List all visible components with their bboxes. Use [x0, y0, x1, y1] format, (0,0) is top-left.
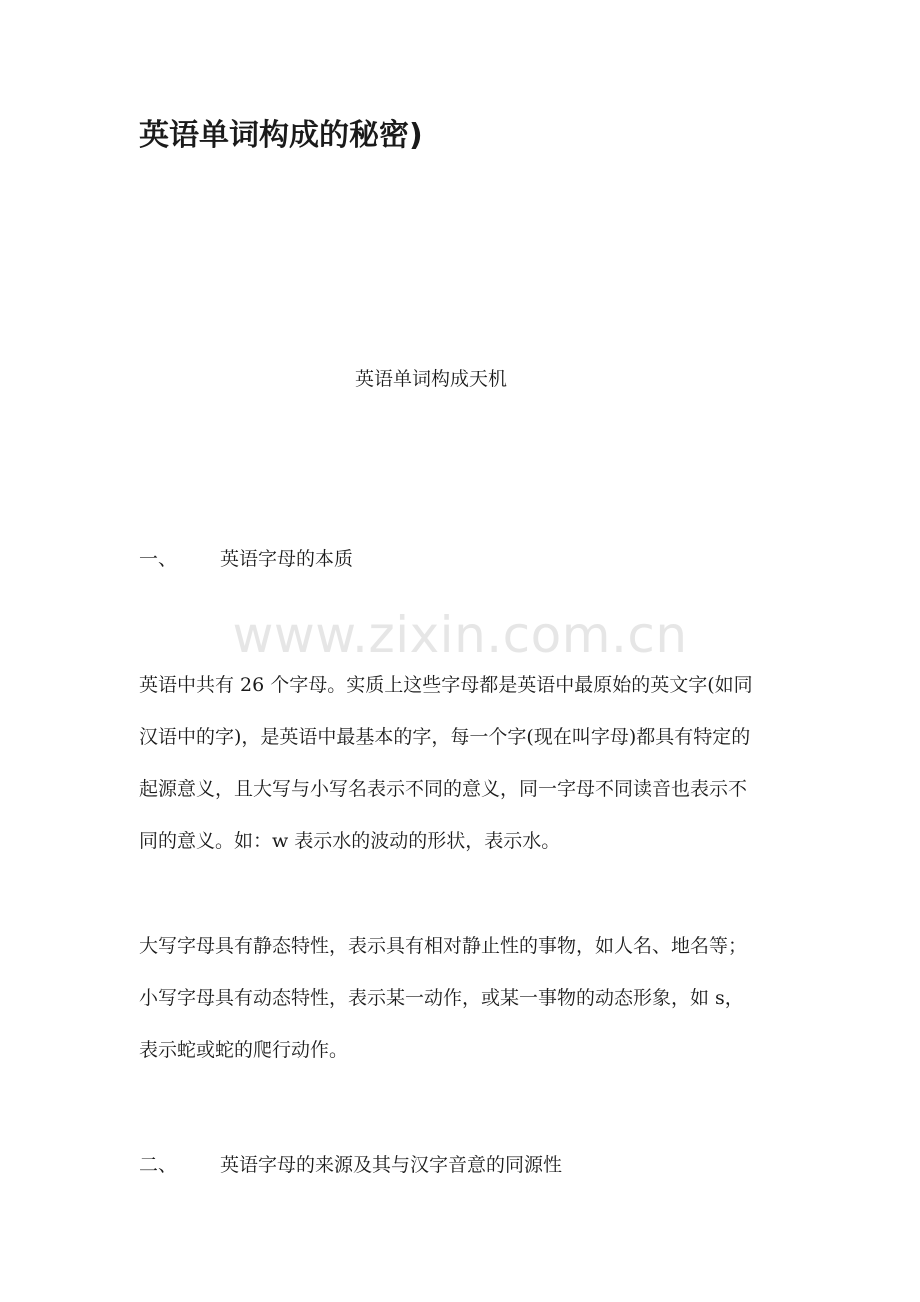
section-heading-1: [139, 544, 353, 574]
section-number-2: 二、: [139, 1154, 178, 1176]
paragraph-1: [139, 659, 799, 867]
document-title: 英语单词构成的秘密): [139, 118, 423, 153]
section-title-2: 英语字母的来源及其与汉字音意的同源性: [220, 1154, 563, 1176]
paragraph-line: 小写字母具有动态特性，表示某一动作，或某一事物的动态形象，如 s，: [139, 987, 744, 1009]
paragraph-line: 汉语中的字)，是英语中最基本的字，每一个字(现在叫字母)都具有特定的: [139, 726, 751, 748]
section-number-1: 一、: [139, 548, 178, 570]
paragraph-2: [139, 920, 799, 1076]
section-heading-2: [139, 1150, 562, 1180]
section-title-1: 英语字母的本质: [220, 548, 354, 570]
document-subtitle: 英语单词构成天机: [354, 368, 507, 390]
paragraph-line: 起源意义，且大写与小写名表示不同的意义，同一字母不同读音也表示不: [139, 778, 748, 800]
watermark: www.zixin.com.cn: [232, 606, 688, 664]
paragraph-line: 英语中共有 26 个字母。实质上这些字母都是英语中最原始的英文字(如同: [139, 674, 753, 696]
paragraph-line: 同的意义。如：w 表示水的波动的形状，表示水。: [139, 830, 561, 852]
paragraph-line: 表示蛇或蛇的爬行动作。: [139, 1039, 349, 1061]
paragraph-line: 大写字母具有静态特性，表示具有相对静止性的事物，如人名、地名等；: [139, 935, 748, 957]
